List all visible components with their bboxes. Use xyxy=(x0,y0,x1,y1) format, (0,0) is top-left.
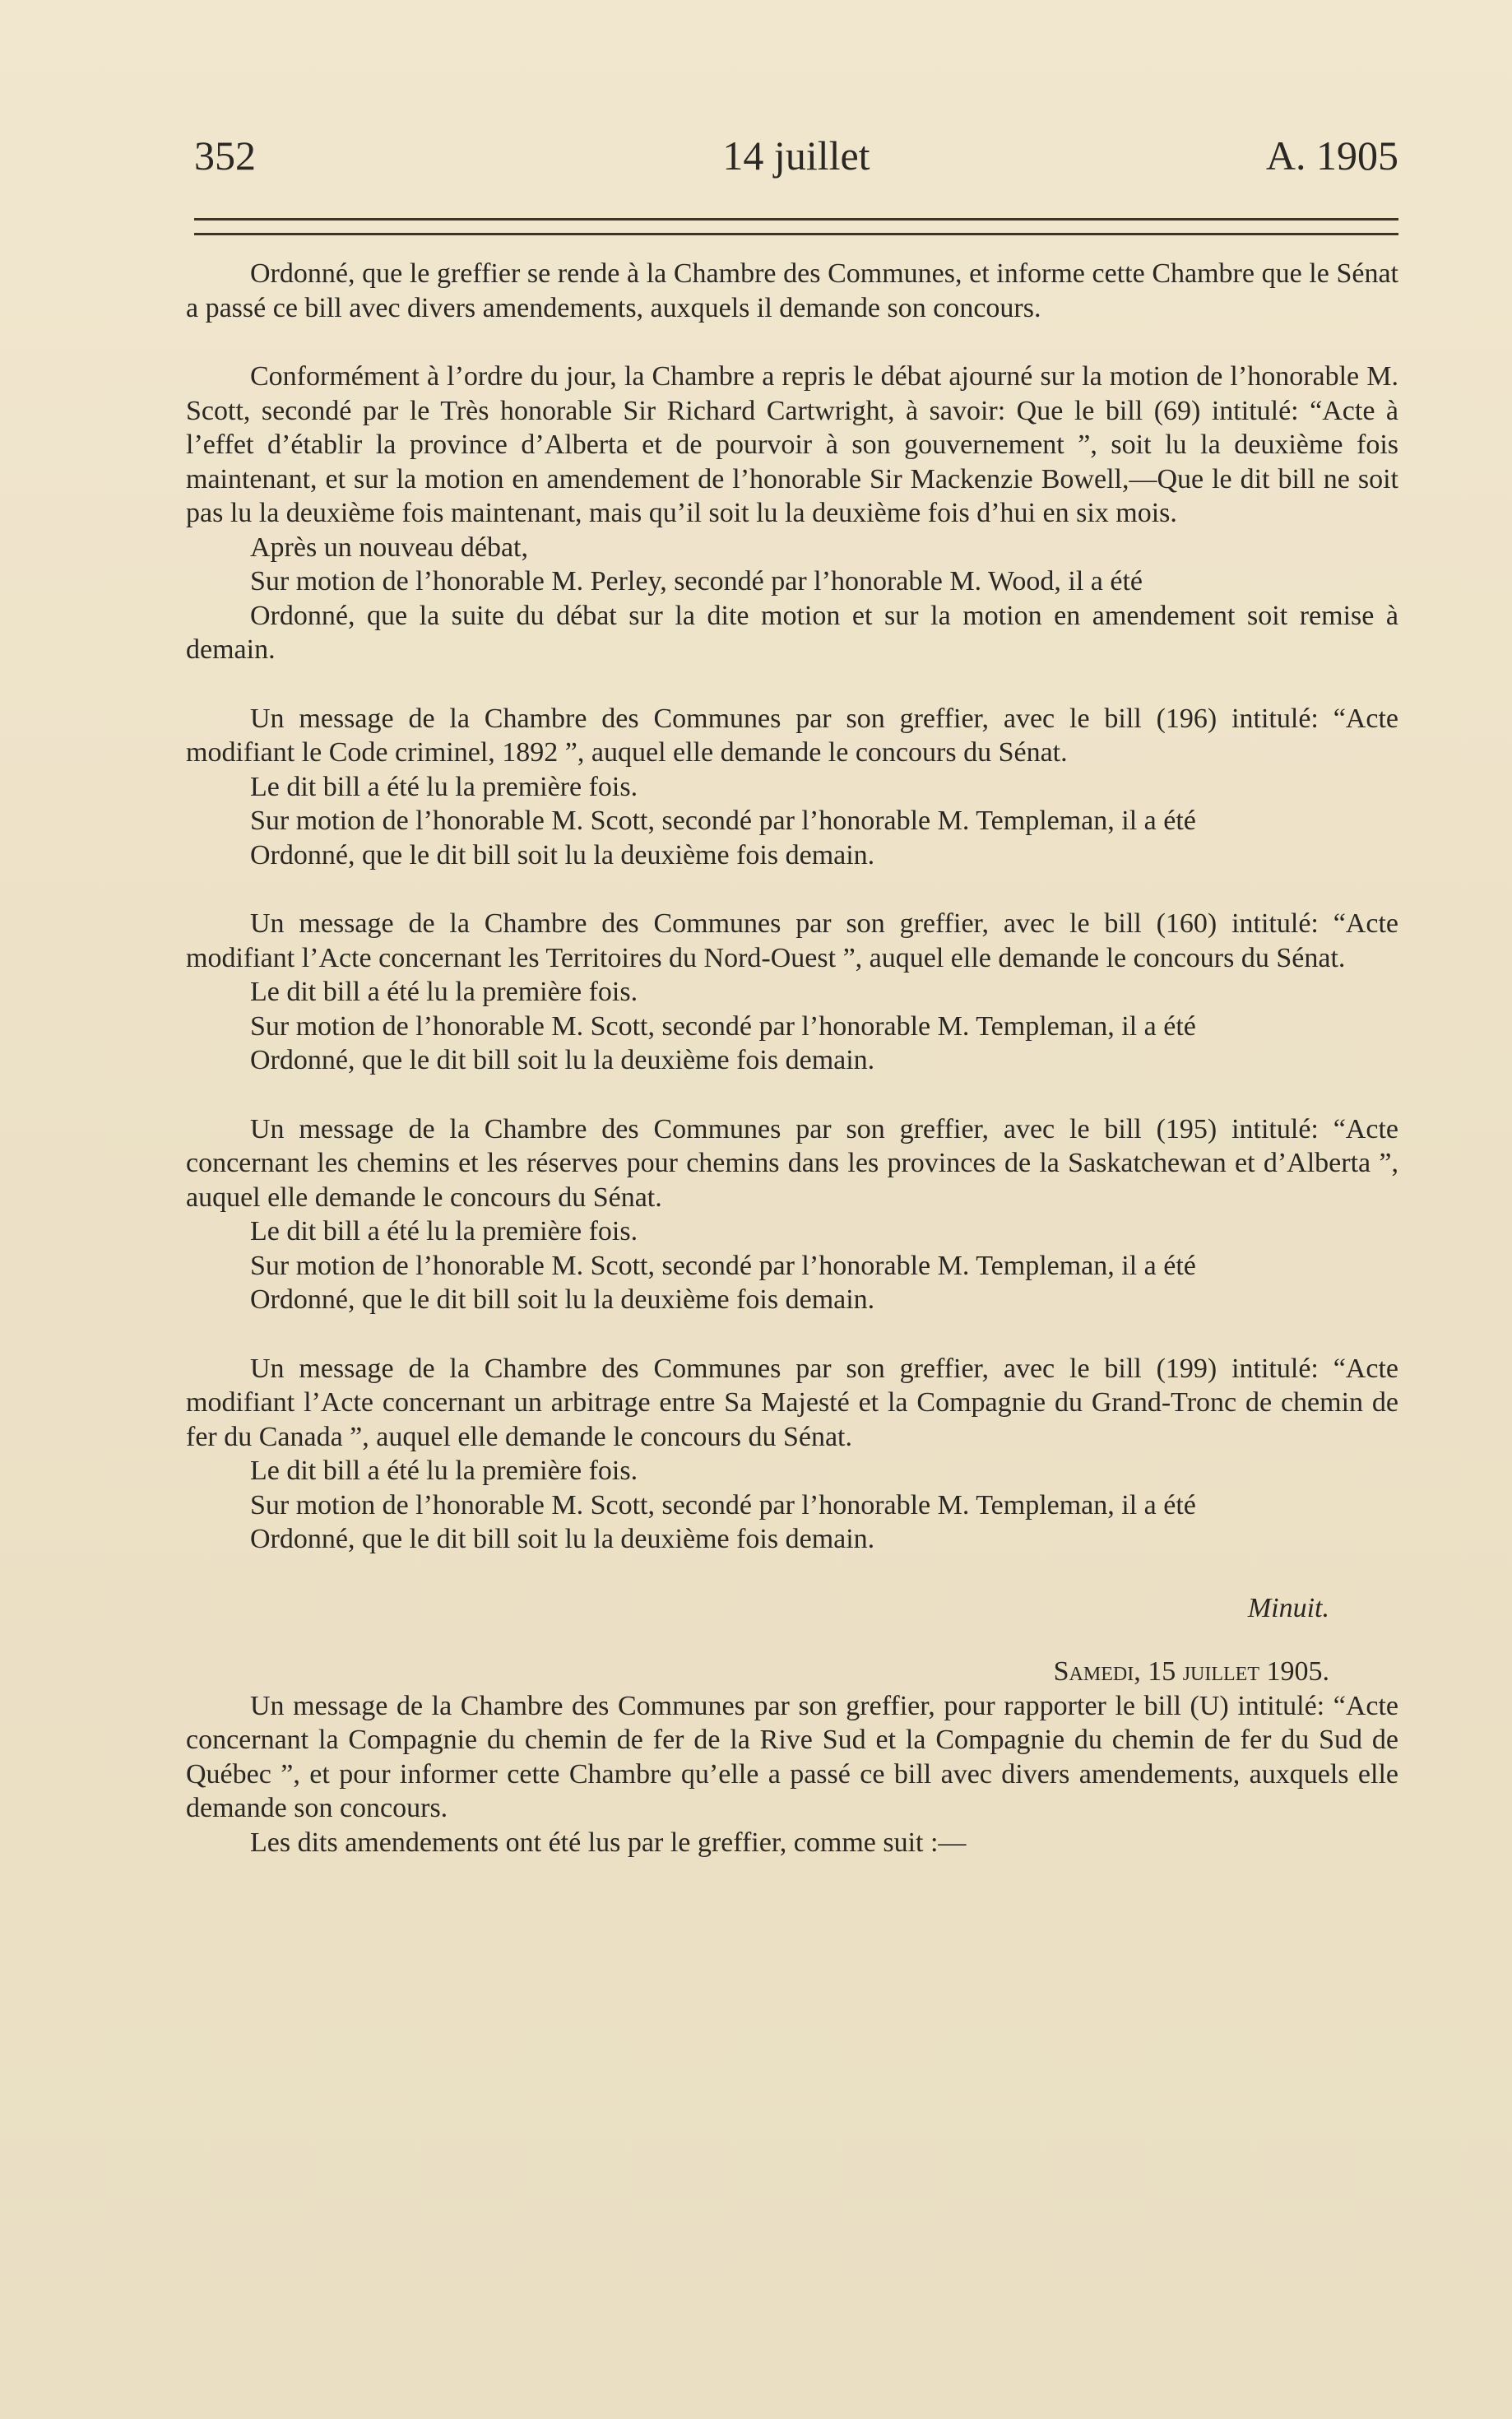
paragraph-ordered-195: Ordonné, que le dit bill soit lu la deuxième fois demain. xyxy=(250,1284,875,1315)
paragraph-motion-scott-199: Sur motion de l’honorable M. Scott, secondé par l’honorable M. Templeman, il a été xyxy=(250,1489,1196,1521)
paragraph-ordered-greffier: Ordonné, que le greffier se rende à la Chambre des Communes, et informe cette Chambre que le Sénat a passé ce bill avec divers amendements, auxquels il demande son concours. xyxy=(186,258,1398,323)
paragraph-message-bill-u: Un message de la Chambre des Communes par son greffier, pour rapporter le bill (U) intitulé: “Acte concernant la Compagnie du chemin de fer de la Rive Sud et la Compagnie du chemin de fer du Sud de Québec ”, et pour informer cette Chambre qu’elle a passé ce bill avec divers amendements, auxquels elle demande son concours. xyxy=(186,1690,1398,1823)
paragraph-message-bill-160: Un message de la Chambre des Communes par son greffier, avec le bill (160) intitulé: “Acte modifiant l’Acte concernant les Territoires du Nord-Ouest ”, auquel elle demande le concours du Sénat. xyxy=(186,908,1398,973)
paragraph-ordered-199: Ordonné, que le dit bill soit lu la deuxième fois demain. xyxy=(250,1524,875,1554)
paragraph-first-reading-195: Le dit bill a été lu la première fois. xyxy=(250,1216,638,1247)
paragraph-message-bill-199: Un message de la Chambre des Communes par son greffier, avec le bill (199) intitulé: “Acte modifiant l’Acte concernant un arbitrage entre Sa Majesté et la Compagnie du Grand-Tronc de chemin de fer du Canada ”, auquel elle demande le concours du Sénat. xyxy=(186,1353,1398,1452)
date-samedi: Samedi, 15 juillet 1905. xyxy=(1053,1656,1329,1687)
document-body xyxy=(186,257,1398,1860)
paragraph-motion-scott-196: Sur motion de l’honorable M. Scott, secondé par l’honorable M. Templeman, il a été xyxy=(250,806,1196,836)
time-minuit: Minuit. xyxy=(1247,1592,1329,1623)
page-number: 352 xyxy=(194,132,256,179)
paragraph-motion-scott-160: Sur motion de l’honorable M. Scott, secondé par l’honorable M. Templeman, il a été xyxy=(250,1010,1196,1042)
paragraph-ordered-196: Ordonné, que le dit bill soit lu la deuxième fois demain. xyxy=(250,839,875,871)
paragraph-ordered-160: Ordonné, que le dit bill soit lu la deuxième fois demain. xyxy=(250,1045,875,1075)
page-header xyxy=(194,132,1398,189)
header-rule-bottom xyxy=(194,233,1398,235)
paragraph-first-reading-160: Le dit bill a été lu la première fois. xyxy=(250,977,638,1007)
running-title: 14 juillet xyxy=(722,132,870,179)
paragraph-amendments-read: Les dits amendements ont été lus par le greffier, comme suit :— xyxy=(250,1827,967,1858)
paragraph-motion-scott-195: Sur motion de l’honorable M. Scott, secondé par l’honorable M. Templeman, il a été xyxy=(250,1250,1196,1281)
paragraph-first-reading-199: Le dit bill a été lu la première fois. xyxy=(250,1456,638,1486)
paragraph-new-debate: Après un nouveau débat, xyxy=(250,532,529,563)
paragraph-motion-perley: Sur motion de l’honorable M. Perley, secondé par l’honorable M. Wood, il a été xyxy=(250,566,1143,597)
header-rule-top xyxy=(194,218,1398,221)
paragraph-debate-alberta: Conformément à l’ordre du jour, la Chambre a repris le débat ajourné sur la motion de l’honorable M. Scott, secondé par le Très honorable Sir Richard Cartwright, à savoir: Que le bill (69) intitulé: “Acte à l’effet d’établir la province d’Alberta et de pourvoir à son gouvernement ”, soit lu la deuxième fois maintenant, et sur la motion en amendement de l’honorable Sir Mackenzie Bowell,—Que le dit bill ne soit pas lu la deuxième fois maintenant, mais qu’il soit lu la deuxième fois d’hui en six mois. xyxy=(186,361,1398,528)
paragraph-message-bill-195: Un message de la Chambre des Communes par son greffier, avec le bill (195) intitulé: “Acte concernant les chemins et les réserves pour chemins dans les provinces de la Saskatchewan et d’Alberta ”, auquel elle demande le concours du Sénat. xyxy=(186,1113,1398,1213)
paragraph-message-bill-196: Un message de la Chambre des Communes par son greffier, avec le bill (196) intitulé: “Acte modifiant le Code criminel, 1892 ”, auquel elle demande le concours du Sénat. xyxy=(186,703,1398,768)
paragraph-first-reading-196: Le dit bill a été lu la première fois. xyxy=(250,771,638,802)
year-label: A. 1905 xyxy=(1265,132,1398,179)
paragraph-ordered-postpone: Ordonné, que la suite du débat sur la dite motion et sur la motion en amendement soit remise à demain. xyxy=(186,600,1398,665)
